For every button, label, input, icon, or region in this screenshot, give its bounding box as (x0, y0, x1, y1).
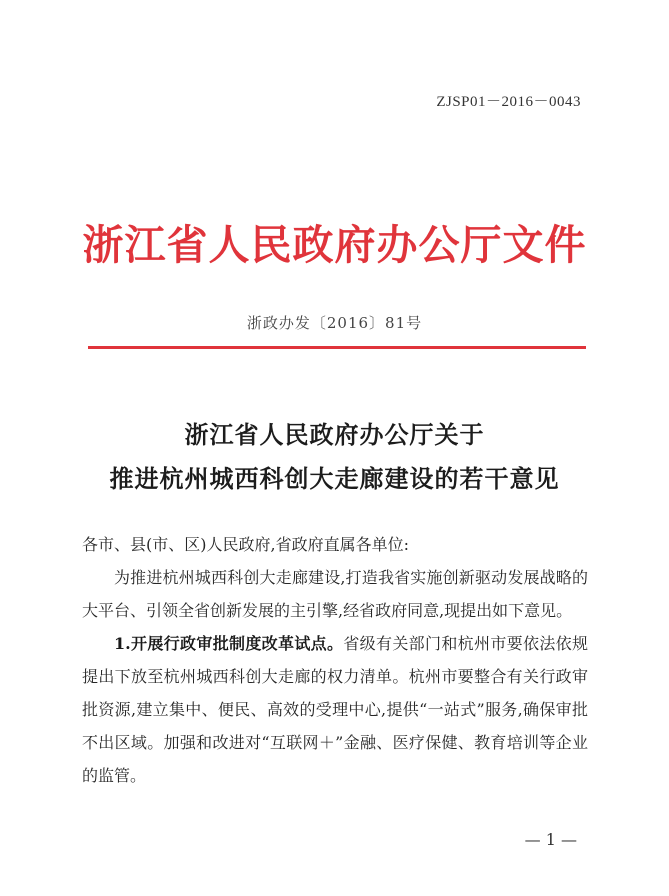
document-header-title: 浙江省人民政府办公厅文件 (82, 221, 587, 269)
item-1-text: 省级有关部门和杭州市要依法依规提出下放至杭州城西科创大走廊的权力清单。杭州市要整合有关行政审批资源,建立集中、便民、高效的受理中心,提供“一站式”服务,确保审批不出区域。加强和改进对“互联网＋”金融、医疗保健、教育培训等企业的监管。 (82, 634, 588, 785)
document-code: ZJSP01－2016－0043 (436, 94, 581, 110)
red-separator-line (88, 346, 586, 349)
title-line-1: 浙江省人民政府办公厅关于 (184, 420, 485, 449)
salutation: 各市、县(市、区)人民政府,省政府直属各单位: (82, 535, 409, 554)
intro-paragraph: 为推进杭州城西科创大走廊建设,打造我省实施创新驱动发展战略的大平台、引领全省创新发展的主引擎,经省政府同意,现提出如下意见。 (82, 568, 588, 620)
document-title (0, 413, 669, 501)
document-body (82, 528, 588, 792)
page-number: — 1 — (524, 830, 577, 849)
title-line-2: 推进杭州城西科创大走廊建设的若干意见 (109, 464, 560, 493)
document-number: 浙政办发〔2016〕81号 (246, 314, 423, 332)
item-1-heading: 1.开展行政审批制度改革试点。 (114, 634, 344, 653)
item-1-paragraph (82, 627, 588, 792)
